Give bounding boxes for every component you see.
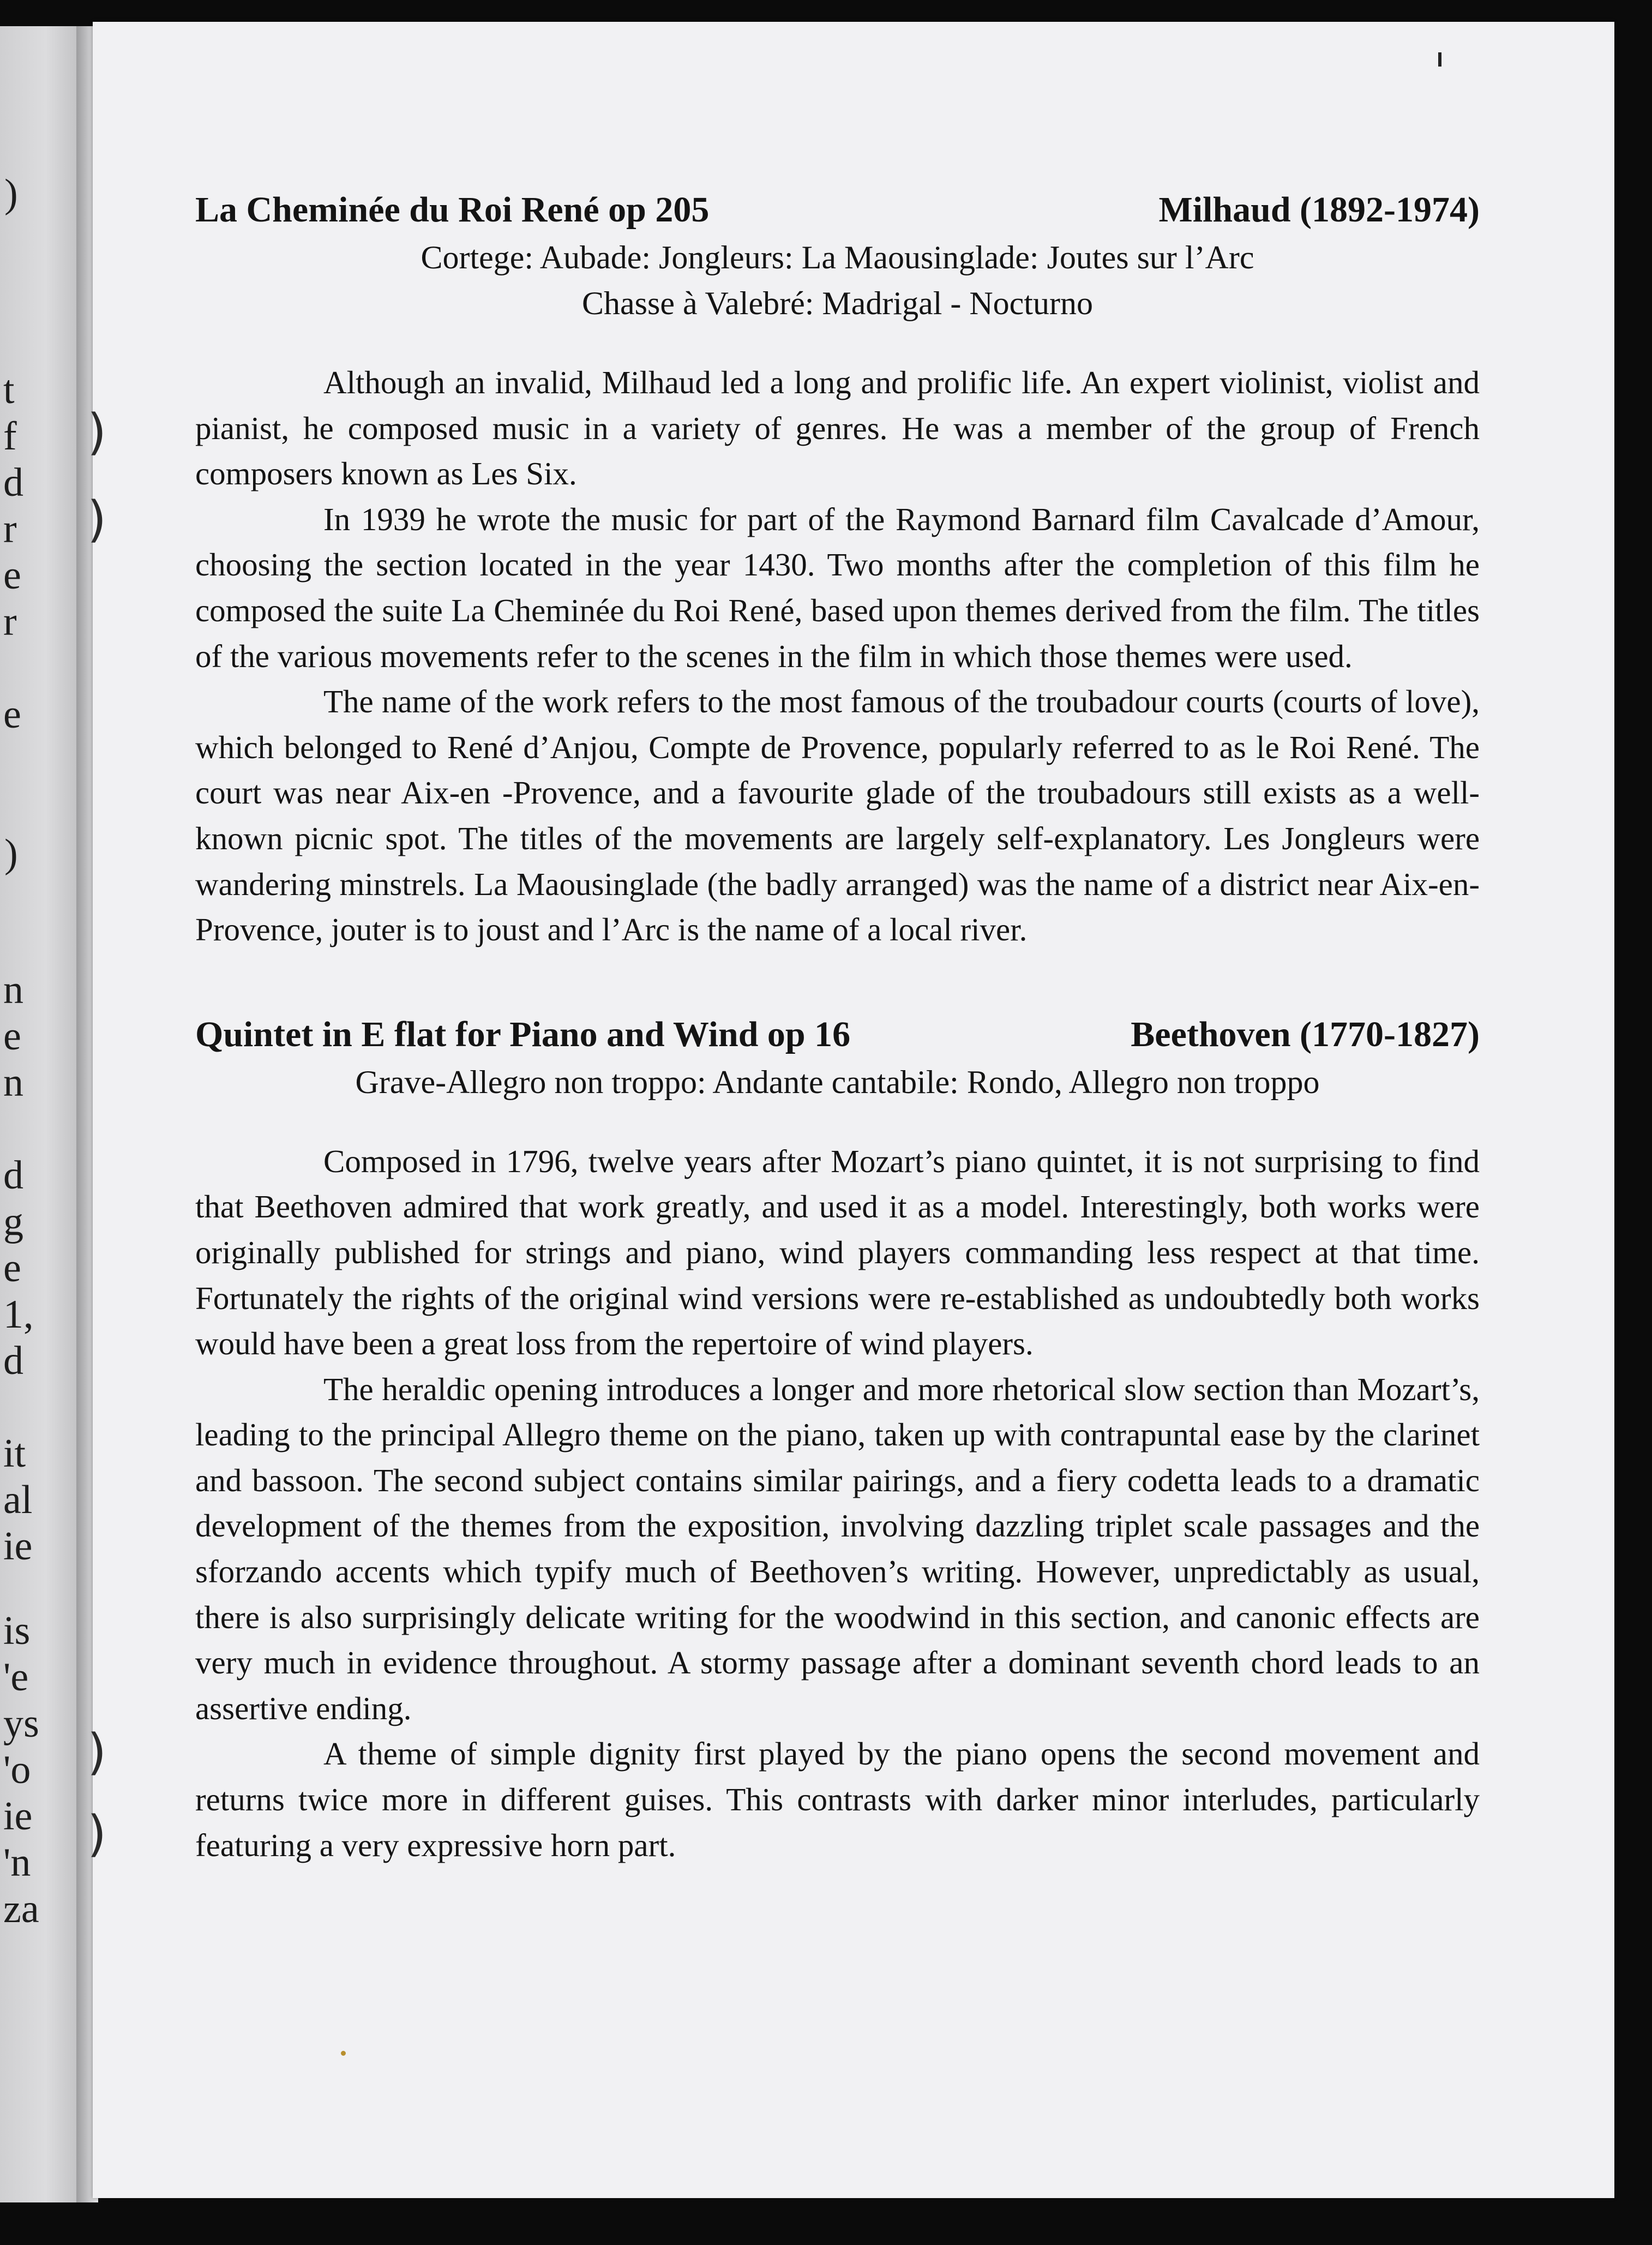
left-page-fragment: ): [4, 831, 18, 876]
left-page-fragment: ): [4, 171, 18, 216]
piece-title: Quintet in E flat for Piano and Wind op 16: [195, 1014, 851, 1054]
margin-mark: ): [87, 404, 107, 461]
body-paragraph: The heraldic opening introduces a longer and more rhetorical slow section than Mozart’s, leading to the principal Allegro theme on the piano, taken up with contrapuntal ease by the clarinet and bassoon. The second subject contains similar pairings, and a fiery codetta leads to a dramatic development of the themes from the exposition, involving dazzling triplet scale passages and the sforzando accents which typify much of Beethoven’s writing. However, unpredictably as usual, there is also surprisingly delicate writing for the woodwind in this section, and canonic effects are very much in evidence throughout. A stormy passage after a dominant seventh chord leads to an assertive ending.: [195, 1371, 1480, 1726]
left-page-fragment: t: [3, 368, 15, 412]
left-page-fragment: al: [3, 1478, 33, 1522]
body-paragraph: In 1939 he wrote the music for part of the Raymond Barnard film Cavalcade d’Amour, choosing the section located in the year 1430. Two months after the completion of this film he composed the suite La Cheminée du Roi René, based upon themes derived from the film. The titles of the various movements refer to the scenes in the film in which those themes were used.: [195, 501, 1480, 674]
piece-heading: [195, 1010, 1480, 1059]
left-page-fragment: ie: [3, 1794, 33, 1839]
margin-mark: ): [87, 1805, 107, 1863]
section-beethoven: [195, 1010, 1480, 1869]
movement-list-line: Grave-Allegro non troppo: Andante cantabile: Rondo, Allegro non troppo: [355, 1064, 1320, 1100]
body-paragraph: Composed in 1796, twelve years after Mozart’s piano quintet, it is not surprising to find that Beethoven admired that work greatly, and used it as a model. Interestingly, both works were originally published for strings and piano, wind players commanding less respect at that time. Fortunately the rights of the original wind versions were re-established as undoubtedly both works would have been a great loss from the repertoire of wind players.: [195, 1143, 1480, 1362]
left-page-fragment: n: [3, 1060, 23, 1105]
left-page-fragment: is: [3, 1608, 31, 1653]
document-page: [87, 22, 1614, 2198]
spacer: [195, 1105, 1480, 1139]
left-page-fragment: ie: [3, 1524, 33, 1569]
left-page-fragment: r: [3, 507, 17, 551]
body-paragraph: The name of the work refers to the most famous of the troubadour courts (courts of love), which belonged to René d’Anjou, Compte de Provence, popularly referred to as le Roi René. The court was near Aix-en -Provence, and a favourite glade of the troubadours still exists as a well-known picnic spot. The titles of the movements are largely self-explanatory. Les Jongleurs were wandering minstrels. La Maousinglade (the badly arranged) was the name of a district near Aix-en-Provence, jouter is to joust and l’Arc is the name of a local river.: [195, 683, 1480, 948]
left-page-fragment: g: [3, 1199, 23, 1244]
stray-dot: [341, 2051, 346, 2056]
left-page-fragment: n: [3, 968, 23, 1012]
left-page-fragment: e: [3, 692, 21, 737]
left-page-fragment: d: [3, 1338, 23, 1383]
corner-mark: [1438, 52, 1441, 67]
margin-mark: ): [87, 1724, 107, 1781]
left-page-fragment: ys: [3, 1701, 39, 1746]
left-page-fragment: 'e: [3, 1655, 29, 1700]
left-page-fragment: r: [3, 599, 17, 644]
movement-list-line: Chasse à Valebré: Madrigal - Nocturno: [582, 285, 1093, 321]
spacer: [195, 953, 1480, 1010]
left-page-fragment: za: [3, 1887, 39, 1931]
composer-dates: Milhaud (1892-1974): [1158, 190, 1480, 230]
left-page-fragment: it: [3, 1431, 26, 1476]
left-page-fragment: 'n: [3, 1840, 31, 1885]
left-page-fragment: e: [3, 1246, 21, 1290]
left-page-fragment: e: [3, 1014, 21, 1059]
page-content: [195, 185, 1480, 1868]
left-page-fragment: 1,: [3, 1292, 34, 1337]
body-paragraph: A theme of simple dignity first played by the piano opens the second movement and returns twice more in different guises. This contrasts with darker minor interludes, particularly featuring a very expressive horn part.: [195, 1736, 1480, 1863]
spacer: [195, 326, 1480, 360]
section-milhaud: [195, 185, 1480, 953]
left-page-fragment: 'o: [3, 1748, 31, 1792]
left-facing-page: [0, 26, 76, 2202]
movement-list-line: Cortege: Aubade: Jongleurs: La Maousinglade: Joutes sur l’Arc: [420, 239, 1254, 275]
body-paragraph: Although an invalid, Milhaud led a long and prolific life. An expert violinist, violist and pianist, he composed music in a variety of genres. He was a member of the group of French composers known as Les Six.: [195, 364, 1480, 492]
left-page-fragment: e: [3, 553, 21, 598]
left-page-fragment: d: [3, 460, 23, 505]
margin-mark: ): [87, 491, 107, 548]
piece-title: La Cheminée du Roi René op 205: [195, 190, 710, 230]
left-page-fragment: f: [3, 414, 17, 459]
composer-dates: Beethoven (1770-1827): [1131, 1014, 1480, 1054]
piece-heading: [195, 185, 1480, 235]
left-page-fragment: d: [3, 1153, 23, 1198]
